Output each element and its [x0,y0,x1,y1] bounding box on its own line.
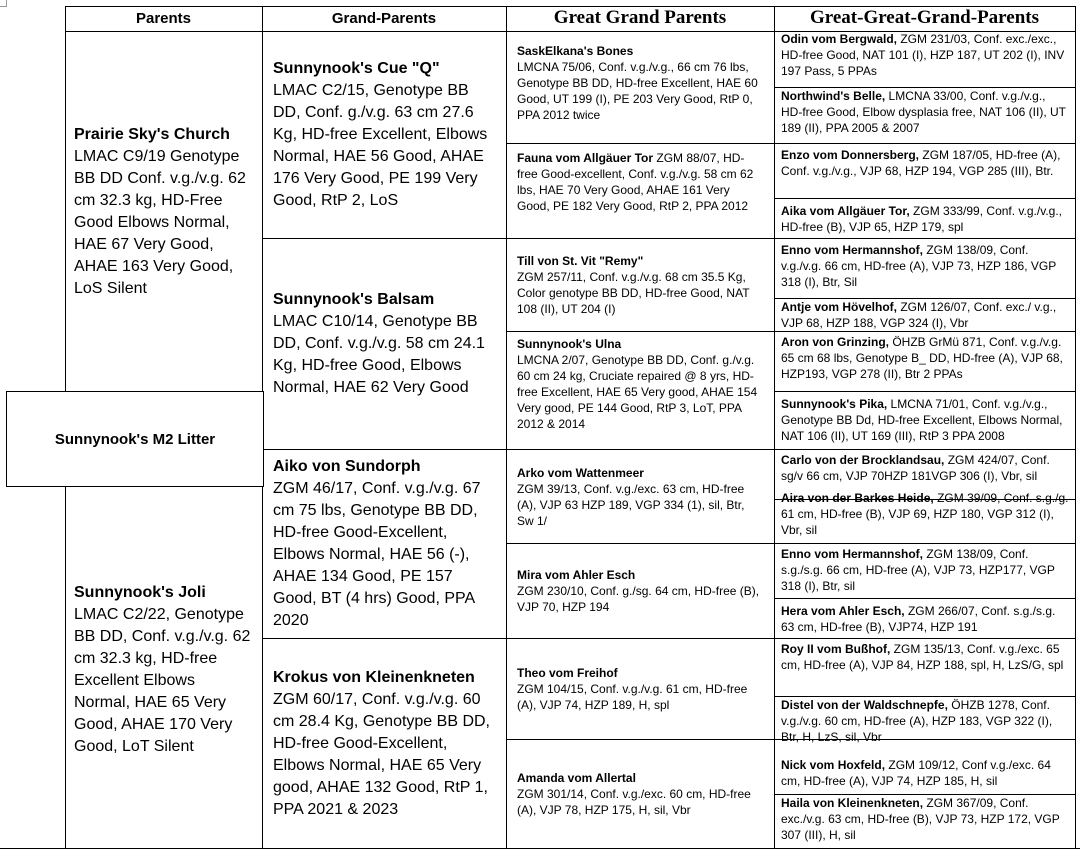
ggg-details: ZGM 138/09, Conf. v.g./v.g. 66 cm, HD-free (A), VJP 73, HZP 186, VGP 318 (I), Btr, Sil [781,243,1056,289]
grandparent-details: LMAC C2/15, Genotype BB DD, Conf. g./v.g. 63 cm 27.6 Kg, HD-free Excellent, Elbows Normal, HAE 56 Good, AHAE 176 Very Good, PE 199 Very Good, RtP 2, LoS [273,82,488,209]
grid-line [774,391,1075,392]
grandparent-cell [263,639,506,848]
great-grandparent-details: ZGM 301/14, Conf. v.g./exc. 60 cm, HD-free (A), VJP 78, HZP 175, H, sil, Vbr [517,787,751,817]
grandparent-details: ZGM 60/17, Conf. v.g./v.g. 60 cm 28.4 Kg, Genotype BB DD, HD-free Good-Excellent, Elbows Normal, HAE 65 Very good, AHAE 132 Good, RtP 1, PPA 2021 & 2023 [273,690,490,818]
great-great-grandparent-cell [775,795,1075,848]
ggg-name: Northwind's Belle, [781,89,886,103]
ggg-details: ZGM 333/99, Conf. v.g./v.g., HD-free (B), VJP 65, HZP 179, spl [781,204,1062,234]
great-grandparent-name: SaskElkana's Bones [517,44,634,58]
ggg-details: ZGM 187/05, HD-free (A), Conf. v.g./v.g., VJP 68, HZP 194, VGP 285 (III), Btr. [781,148,1061,178]
grandparent-cell [263,32,506,238]
great-grandparent-details: ZGM 88/07, HD-free Good-excellent, Conf. v.g./v.g. 58 cm 62 lbs, HAE 70 Very Good, AHAE 161 Very Good, PE 182 Very Good, RtP 2, PPA 2012 [517,151,754,213]
great-grandparent-name: Till von St. Vit "Remy" [517,254,644,268]
great-grandparent-cell [507,336,774,449]
great-great-grandparent-cell [775,546,1075,598]
grandparent-name: Aiko von Sundorph [273,458,421,475]
corner-mark [0,0,7,7]
ggg-name: Aira von der Barkes Heide, [781,491,934,505]
great-grandparent-name: Amanda vom Allertal [517,771,636,785]
parent-dam [66,582,262,782]
great-great-grandparent-cell [775,147,1075,198]
ggg-details: LMCNA 71/01, Conf. v.g./v.g., Genotype BB Dd, HD-free Excellent, Elbows Normal, NAT 106 (II), UT 169 (III), RtP 3 PPA 2008 [781,397,1063,443]
great-grandparent-cell [507,544,774,638]
great-great-grandparent-cell [775,242,1075,298]
grid-line [774,598,1075,599]
great-great-grandparent-cell [775,697,1075,753]
great-great-grandparent-cell [775,603,1075,638]
ggg-name: Distel von der Waldschnepfe, [781,698,948,712]
ggg-details: ZGM 126/07, Conf. exc./ v.g., VJP 68, HZP 188, VGP 324 (I), Vbr [781,300,1057,330]
great-great-grandparent-cell [775,641,1075,696]
ggg-details: ZGM 367/09, Conf. exc./v.g. 63 cm, HD-free (B), VJP 73, HZP 172, VGP 307 (III), H, sil [781,796,1060,842]
header-parents: Parents [135,9,192,27]
ggg-name: Sunnynook's Pika, [781,397,888,411]
parent-details: LMAC C2/22, Genotype BB DD, Conf. v.g./v.g. 62 cm 32.3 kg, HD-free Excellent Elbows Normal, HAE 65 Very Good, AHAE 170 Very Good, LoT Silent [74,606,251,755]
great-grandparent-cell [507,639,774,739]
great-great-grandparent-cell [775,31,1075,87]
grandparent-cell [263,450,506,638]
ggg-details: ZGM 138/09, Conf. s.g./s.g. 66 cm, HD-free (A), VJP 73, HZP177, VGP 318 (I), Btr, sil [781,547,1055,593]
great-great-grandparent-cell [775,396,1075,449]
great-grandparent-name: Fauna vom Allgäuer Tor [517,151,654,165]
ggg-details: ZGM 231/03, Conf. exc./exc., HD-free Good, NAT 101 (I), HZP 187, UT 202 (I), INV 197 Pass, 5 PPAs [781,32,1065,78]
header-great-grandparents: Great Grand Parents [553,7,727,28]
grandparent-name: Sunnynook's Cue "Q" [273,60,440,77]
great-grandparent-name: Mira vom Ahler Esch [517,568,636,582]
great-great-grandparent-cell [775,203,1075,238]
great-grandparent-details: ZGM 104/15, Conf. v.g./v.g. 61 cm, HD-free (A), VJP 74, HZP 189, H, spl [517,682,748,712]
ggg-details: ÖHZB GrMü 871, Conf. v.g./v.g. 65 cm 68 lbs, Genotype B_ DD, HD-free (A), VJP 68, HZP193, VGP 278 (II), Btr 2 PPAs [781,335,1063,381]
litter-label: Sunnynook's M2 Litter [6,391,264,487]
ggg-details: ZGM 424/07, Conf. sg/v 66 cm, VJP 70HZP 181VGP 306 (I), Vbr, sil [781,453,1050,483]
great-great-grandparent-cell [775,334,1075,391]
ggg-name: Enno vom Hermannshof, [781,243,924,257]
great-grandparent-cell [507,239,774,331]
header-great-great-grandparents: Great-Great-Grand-Parents [809,7,1039,28]
great-great-grandparent-cell [775,757,1075,794]
great-grandparent-cell [507,740,774,848]
header-grandparents: Grand-Parents [331,9,437,27]
great-grandparent-details: ZGM 39/13, Conf. v.g./exc. 63 cm, HD-free (A), VJP 63 HZP 189, VGP 334 (1), sil, Btr, Sw 1/ [517,481,745,528]
grid-line [774,198,1075,199]
ggg-name: Antje vom Hövelhof, [781,300,898,314]
great-great-grandparent-cell [775,490,1075,543]
ggg-name: Aika vom Allgäuer Tor, [781,204,910,218]
ggg-name: Enno vom Hermannshof, [781,547,924,561]
ggg-details: LMCNA 33/00, Conf. v.g./v.g., HD-free Good, Elbow dysplasia free, NAT 106 (II), UT 189 (II), PPA 2005 & 2007 [781,89,1066,135]
ggg-name: Haila von Kleinenkneten, [781,796,924,810]
ggg-details: ZGM 109/12, Conf v.g./exc. 64 cm, HD-free (A), VJP 74, HZP 185, H, sil [781,758,1051,788]
ggg-details: ÖHZB 1278, Conf. v.g./v.g. 60 cm, HD-free (A), HZP 183, VGP 322 (I), Btr, H, LzS, sil, Vbr [781,698,1053,744]
ggg-name: Enzo vom Donnersberg, [781,148,920,162]
grandparent-name: Krokus von Kleinenkneten [273,668,475,686]
great-grandparent-cell [507,43,774,143]
great-grandparent-name: Sunnynook's Ulna [517,337,622,351]
great-great-grandparent-cell [775,299,1075,331]
ggg-details: ZGM 39/09, Conf. s.g./g. 61 cm, HD-free (B), VJP 69, HZP 180, VGP 312 (I), Vbr, sil [781,491,1069,537]
parent-name: Prairie Sky's Church [74,126,230,143]
great-grandparent-name: Arko vom Wattenmeer [517,465,644,480]
ggg-details: ZGM 135/13, Conf. v.g./exc. 65 cm, HD-free (A), VJP 84, HZP 188, spl, H, LzS/G, spl [781,642,1064,672]
grandparent-cell [263,239,506,449]
parent-sire [66,124,262,324]
grandparent-details: ZGM 46/17, Conf. v.g./v.g. 67 cm 75 lbs, Genotype BB DD, HD-free Good-Excellent, Elbows Normal, HAE 56 (-), AHAE 134 Good, PE 157 Good, BT (4 hrs) Good, PPA 2020 [273,480,481,629]
great-grandparent-cell [507,450,774,543]
great-grandparent-name: Theo vom Freihof [517,666,618,680]
grandparent-details: LMAC C10/14, Genotype BB DD, Conf. v.g./v.g. 58 cm 24.1 Kg, HD-free Good, Elbows Normal, HAE 62 Very Good [273,313,485,396]
parent-details: LMAC C9/19 Genotype BB DD Conf. v.g./v.g. 62 cm 32.3 kg, HD-Free Good Elbows Normal, HAE 67 Very Good, AHAE 163 Very Good, LoS Silent [74,148,246,297]
great-grandparent-details: LMCNA 2/07, Genotype BB DD, Conf. g./v.g. 60 cm 24 kg, Cruciate repaired @ 8 yrs, HD-free Excellent, HAE 65 Very good, AHAE 154 Very good, PE 144 Good, RtP 3, LoT, PPA 2012 & 2014 [517,353,758,431]
ggg-name: Odin vom Bergwald, [781,32,898,46]
grandparent-name: Sunnynook's Balsam [273,291,435,308]
ggg-name: Hera vom Ahler Esch, [781,604,905,618]
ggg-name: Aron von Grinzing, [781,335,889,349]
great-grandparent-details: ZGM 257/11, Conf. v.g./v.g. 68 cm 35.5 Kg, Color genotype BB DD, HD-free Good, NAT 108 (II), UT 204 (I) [517,270,750,316]
grid-line [1075,6,1076,848]
great-grandparent-details: ZGM 230/10, Conf. g./sg. 64 cm, HD-free (B), VJP 70, HZP 194 [517,584,760,614]
ggg-name: Roy II vom Bußhof, [781,642,891,656]
ggg-name: Carlo von der Brocklandsau, [781,453,945,467]
great-grandparent-details: LMCNA 75/06, Conf. v.g./v.g., 66 cm 76 lbs, Genotype BB DD, HD-free Excellent, HAE 60 Good, UT 199 (I), PE 203 Very Good, RtP 0, PPA 2012 twice [517,60,758,122]
ggg-name: Nick vom Hoxfeld, [781,758,886,772]
parent-name: Sunnynook's Joli [74,584,206,601]
ggg-details: ZGM 266/07, Conf. s.g./s.g. 63 cm, HD-free (B), VJP74, HZP 191 [781,604,1056,634]
grid-line [0,848,1080,849]
great-grandparent-cell [507,150,774,238]
grid-line [506,331,1075,332]
